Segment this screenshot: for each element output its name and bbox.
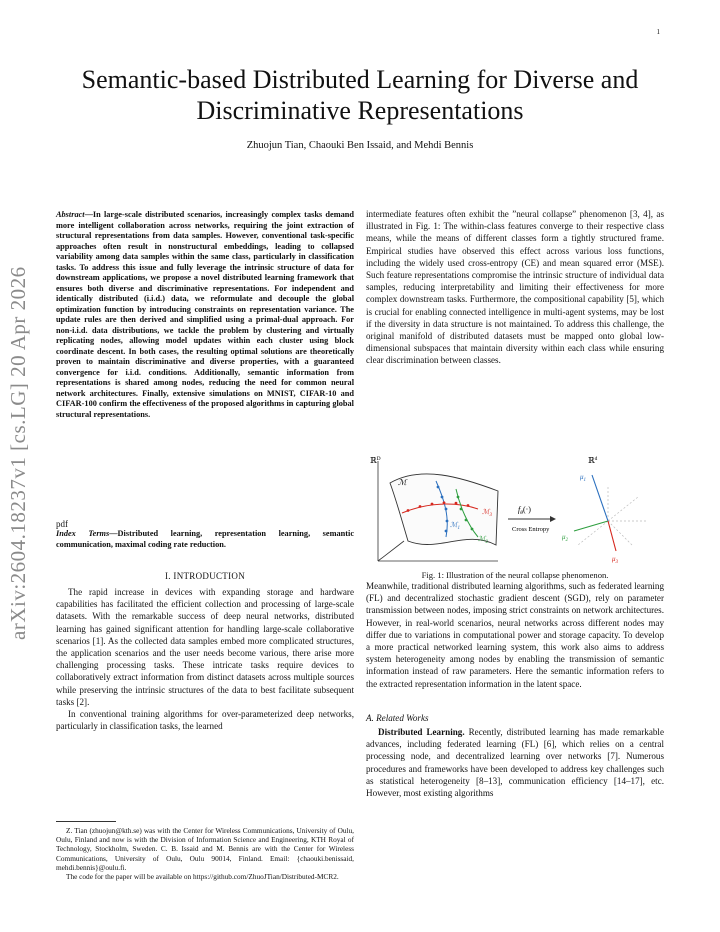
footnote-code: The code for the paper will be available on https://github.com/ZhuoJTian/Distributed-MCR2. bbox=[66, 872, 339, 882]
introduction-body bbox=[56, 586, 354, 732]
paper-authors: Zhuojun Tian, Chaouki Ben Issaid, and Mehdi Bennis bbox=[246, 140, 474, 151]
related-works-lead: Distributed Learning. bbox=[378, 727, 465, 737]
m2-label: ℳ$_2$ bbox=[478, 535, 488, 545]
footnote-rule bbox=[56, 821, 116, 822]
m1-label: ℳ$_1$ bbox=[450, 521, 460, 531]
arxiv-identifier: arXiv:2604.18237v1 [cs.LG] 20 Apr 2026 bbox=[6, 266, 30, 640]
mu3-vector bbox=[608, 521, 616, 551]
right-paragraph-1: intermediate features often exhibit the ”neural collapse” phenomenon [3, 4], as illustrated in Fig. 1: The within-class features converge to their respective class means, while the means of different classes form a tightly structured frame. Empirical studies have observed this effect across various loss functions, including the widely used cross-entropy (CE) and mean squared error (MSE). Such feature representations compromise the intrinsic structure of individual data samples, reducing interpretability and limiting their effectiveness for more complex downstream tasks. Furthermore, the compositional capability [5], which is crucial for enabling connected intelligence in multi-agent systems, may be lost if the diversity in data structure is not maintained. To address this challenge, the original manifold of distributed datasets must be mapped onto global low-dimensional subspaces that maintain diversity within each class while ensuring clear discrimination between classes. bbox=[366, 209, 664, 366]
mu3-label: $\mu_3$ bbox=[612, 555, 619, 565]
abstract-label: Abstract bbox=[56, 210, 85, 219]
related-works-paragraph bbox=[366, 726, 664, 799]
neural-collapse-diagram bbox=[366, 455, 666, 573]
mu1-vector bbox=[592, 475, 608, 521]
mapping-arrowhead bbox=[550, 516, 556, 522]
pdf-note: pdf bbox=[56, 519, 68, 529]
index-terms-label: Index Terms bbox=[56, 529, 110, 538]
manifold-label: ℳ bbox=[398, 478, 407, 487]
related-works-text: Recently, distributed learning has made remarkable advances, including federated learning (FL) [6], which relies on a central processing node, and decentralized learning over networks [7]. Numerous procedures and frameworks have been developed to address key challenges such as statistical heterogeneity [8–13], communication efficiency [14–17], etc. However, most existing algorithms bbox=[366, 727, 664, 799]
mapping-function-label: $f_\theta(\cdot)$ bbox=[518, 505, 531, 516]
abstract-text: —In large-scale distributed scenarios, increasingly complex tasks demand more intelligent collaboration across networks, requiring the joint extraction of structural representations from data samples. However, conventional task-specific approaches often result in nonstructural embeddings, leading to collapsed variability among data samples within the same class, particularly in classification tasks. To address this issue and fully leverage the intrinsic structure of data for downstream applications, we propose a novel distributed learning framework that ensures both diverse and discriminative representations. For independent and identically distributed (i.i.d.) data, we reformulate and decouple the global optimization function by introducing constraints on representation variance. The update rules are then derived and simplified using a primal-dual approach. For non-i.i.d. data distributions, we tackle the problem by clustering and virtually replicating nodes, allowing model updates within each cluster using block coordinate descent. In both cases, the resulting optimal solutions are theoretically proven to maintain discriminative and diverse properties, with a guaranteed convergence for i.i.d. conditions. Additionally, semantic information from representations is shared among nodes, reducing the need for common neural network architectures. Finally, extensive simulations on MNIST, CIFAR-10 and CIFAR-100 confirm the effectiveness of the proposed algorithms in capturing global structural representations. bbox=[56, 210, 354, 419]
m3-label: ℳ$_3$ bbox=[482, 508, 492, 518]
section-heading-introduction: I. INTRODUCTION bbox=[165, 571, 245, 581]
right-space-label: ℝ$^d$ bbox=[588, 456, 598, 465]
left-space-label: ℝ$^D$ bbox=[370, 456, 381, 465]
index-terms bbox=[56, 529, 354, 550]
mu1-label: $\mu_1$ bbox=[580, 473, 587, 483]
paper-title: Semantic-based Distributed Learning for Diverse and Discriminative Representations bbox=[81, 65, 639, 125]
subsection-heading-related-works: A. Related Works bbox=[366, 713, 429, 723]
index-terms-text: —Distributed learning, representation learning, semantic communication, maximal coding rate reduction. bbox=[56, 529, 354, 549]
intro-paragraph-1: The rapid increase in devices with expanding storage and hardware capabilities has facilitated the efficient collection and processing of large-scale datasets. With the remarkable success of deep neural networks, distributed learning has gained significant attention for handling large-scale collaborative scenarios [1]. As the collected data samples embed more complicated structures, the application scenarios and the user needs become various, there arise more challenging processing tasks. These intricate tasks require devices to collaboratively extract information from distinct datasets across multiple sources while preserving the intrinsic structures of the data to best facilitate subsequent tasks [2]. bbox=[56, 587, 354, 707]
mapping-loss-label: Cross Entropy bbox=[512, 526, 550, 533]
related-works-body bbox=[366, 726, 664, 799]
footnote-affiliations: Z. Tian (zhuojun@kth.se) was with the Center for Wireless Communications, University of Oulu, Oulu, Finland and now is with the Division of Information Science and Engineering, KTH Royal of Technology, Stockholm, Sweden. C. B. Issaid and M. Bennis are with the Center for Wireless Communications, University of Oulu, Oulu 90014, Finland. Email: {chaouki.benissaid, mehdi.bennis}@oulu.fi. bbox=[56, 826, 354, 872]
page-number: 1 bbox=[656, 28, 660, 36]
abstract bbox=[56, 210, 354, 420]
mu2-vector bbox=[574, 521, 608, 531]
footnotes bbox=[56, 826, 354, 881]
figure-1 bbox=[366, 455, 666, 573]
intro-paragraph-2: In conventional training algorithms for over-parameterized deep networks, particularly in classification tasks, the learned bbox=[56, 709, 354, 732]
figure-caption: Fig. 1: Illustration of the neural collapse phenomenon. bbox=[421, 570, 609, 580]
right-paragraph-2: Meanwhile, traditional distributed learning algorithms, such as federated learning (FL) and decentralized stochastic gradient descent (SGD), rely on parameter transmission between nodes, imposing strict constraints on network architectures. However, in real-world scenarios, neural networks across different nodes may differ due to variations in computational power and storage capacity. To develop a more practical networked learning system, this work also aims to address system heterogeneity among nodes by enabling the transmission of semantic information instead of raw parameters. Here the semantic information refers to the extracted representation information in the latent space. bbox=[366, 581, 664, 689]
mu2-label: $\mu_2$ bbox=[562, 533, 569, 543]
